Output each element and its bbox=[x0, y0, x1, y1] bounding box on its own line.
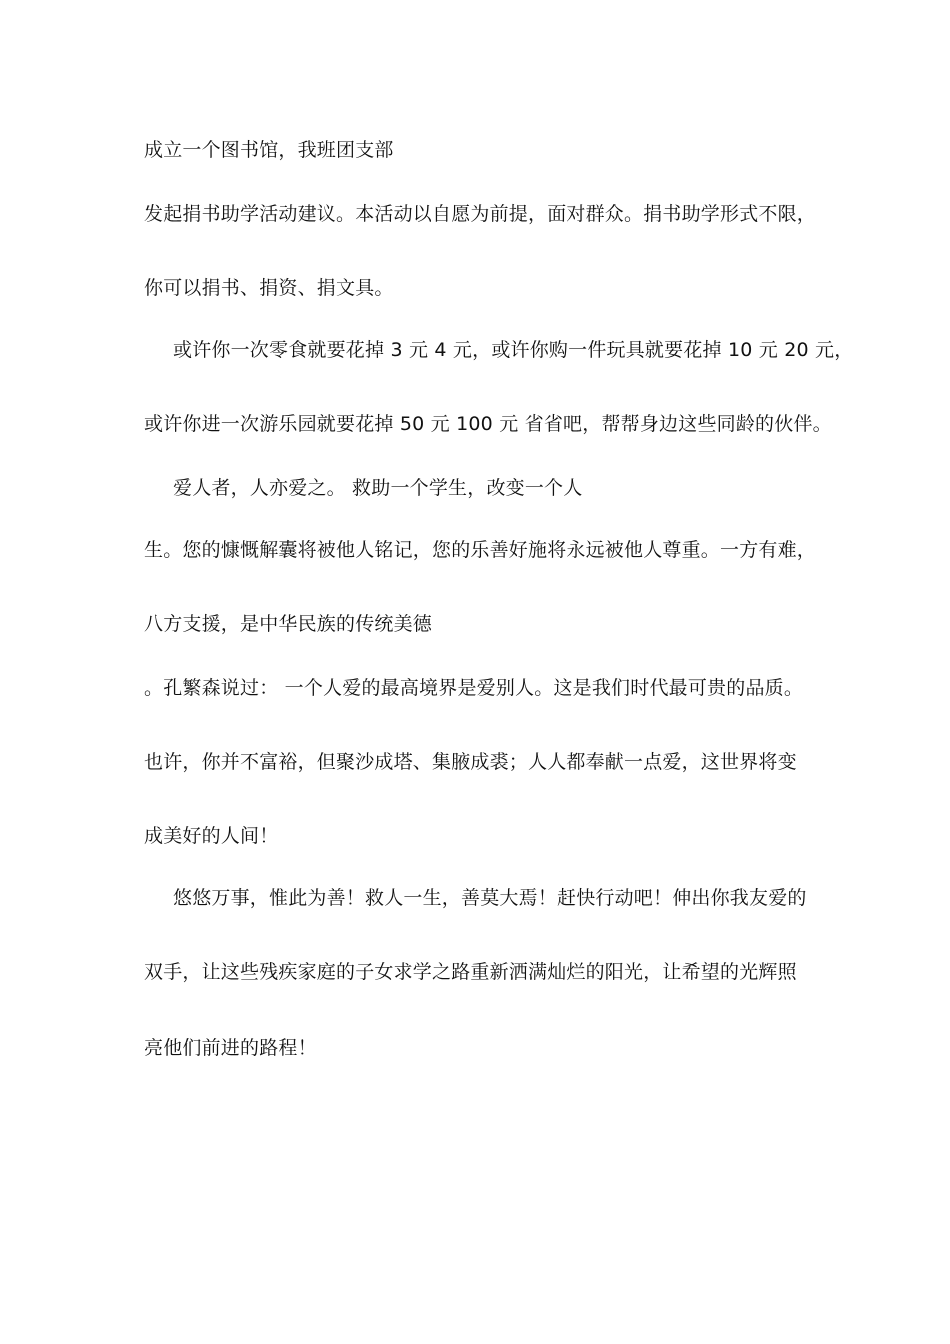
text-line: 或许你进一次游乐园就要花掉 50 元 100 元 省省吧，帮帮身边这些同龄的伙伴。 bbox=[144, 413, 832, 435]
text-line: 双手，让这些残疾家庭的子女求学之路重新洒满灿烂的阳光，让希望的光辉照 bbox=[144, 961, 797, 983]
text-line: 爱人者，人亦爱之。 救助一个学生，改变一个人 bbox=[173, 477, 583, 499]
text-line: 发起捐书助学活动建议。本活动以自愿为前提，面对群众。捐书助学形式不限， bbox=[144, 203, 817, 225]
text-line: 或许你一次零食就要花掉 3 元 4 元，或许你购一件玩具就要花掉 10 元 20 元， bbox=[173, 339, 854, 361]
text-line: 生。您的慷慨解囊将被他人铭记，您的乐善好施将永远被他人尊重。一方有难， bbox=[144, 539, 817, 561]
text-line: 成美好的人间！ bbox=[144, 825, 279, 847]
text-line: 。孔繁森说过： 一个人爱的最高境界是爱别人。这是我们时代最可贵的品质。 bbox=[144, 677, 804, 699]
text-line: 悠悠万事，惟此为善！救人一生，善莫大焉！赶快行动吧！伸出你我友爱的 bbox=[173, 887, 807, 909]
text-line: 你可以捐书、捐资、捐文具。 bbox=[144, 277, 394, 299]
text-line: 也许，你并不富裕，但聚沙成塔、集腋成裘；人人都奉献一点爱，这世界将变 bbox=[144, 751, 797, 773]
text-line: 八方支援，是中华民族的传统美德 bbox=[144, 613, 433, 635]
text-line: 亮他们前进的路程！ bbox=[144, 1037, 317, 1059]
text-line: 成立一个图书馆，我班团支部 bbox=[144, 139, 394, 161]
